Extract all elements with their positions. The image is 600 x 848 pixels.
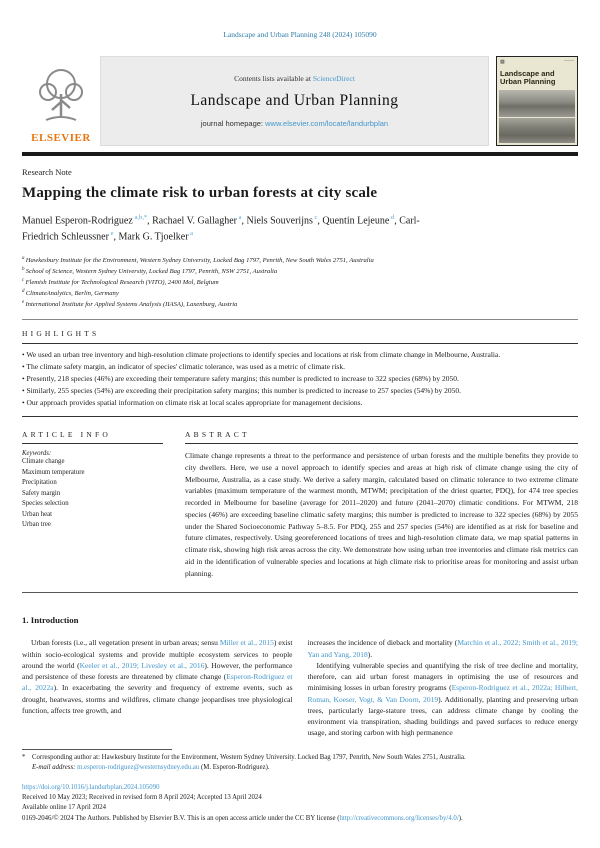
contents-line: Contents lists available at ScienceDirect	[234, 74, 355, 83]
abstract-text: Climate change represents a threat to the performance and persistence of urban forests and the multiple benefits they provide to city dwellers. Here, we use a novel approach to identify species and areas at high risk of climate change using the city of Melbourne, Australia, as a case study. We derive a safety margin, calculated based on climatic tolerance to two extreme climate variables (maximum temperature of the warmest month, MTWM; precipitation of the driest quarter, PDQ), for 474 tree species recorded in Melbourne for baseline (average for 2011–2020) and future (2041–2070) climatic conditions. For MTWM, 218 species (46%) are exceeding baseline climatic safety margins; this number is predicted to increase to 322 species (68%) by 2055 under the Shared Socioeconomic Pathway 5–8.5. For PDQ, 255 and 257 species (54%) are identified as at risk for baseline and future climates, respectively. Using georeferenced locations of trees and high-resolution climate data, we map spatial patterns in climate risk, showing high risk areas across the city. We demonstrate how using urban tree inventories and climate risk metrics can aid in the identification of vulnerable species and locations at high climate risk to prioritise areas for monitoring and assist urban planning.	[185, 451, 578, 578]
elsevier-wordmark: ELSEVIER	[31, 132, 91, 144]
citation-link[interactable]: Esperon-Rodriguez et al., 2022a	[22, 672, 293, 693]
journal-cover-thumbnail[interactable]: ▩ —— Landscape and Urban Planning	[496, 56, 578, 146]
homepage-line: journal homepage: www.elsevier.com/locate/landurbplan	[200, 119, 389, 128]
publication-metadata	[22, 783, 578, 824]
left-column	[22, 637, 293, 738]
introduction-heading: 1. Introduction	[22, 615, 79, 626]
journal-homepage-link[interactable]: www.elsevier.com/locate/landurbplan	[265, 119, 389, 128]
highlight-item: • The climate safety margin, an indicator of species' climatic tolerance, was used as a metric of climate risk.	[22, 361, 578, 373]
divider	[22, 592, 578, 593]
author-affiliation-sup: c	[312, 214, 318, 221]
intro-paragraph: increases the incidence of dieback and mortality (Marchin et al., 2022; Smith et al., 2019; Yan and Yang, 2018).	[307, 638, 578, 659]
cover-title: Landscape and Urban Planning	[500, 68, 556, 87]
affiliation-line: $^a$ Hawkesbury Institute for the Environment, Western Sydney University, Locked Bag 1797, Penrith, New South Wales 2751, Australia	[22, 255, 374, 264]
keyword-item: Urban heat	[22, 510, 53, 518]
author-name: Carl-Friedrich Schleussner	[22, 215, 420, 243]
sciencedirect-link[interactable]: ScienceDirect	[312, 74, 355, 83]
affiliation-list	[22, 255, 578, 310]
elsevier-tree-icon	[34, 64, 88, 131]
elsevier-logo	[22, 56, 100, 146]
body-columns	[22, 637, 578, 738]
footnote-divider	[22, 749, 172, 750]
affiliation-line: $^d$ ClimateAnalytics, Berlin, Germany	[22, 288, 119, 298]
intro-paragraph: Identifying vulnerable species and quantifying the risk of tree decline and mortality, therefore, can aid urban forest managers in optimising the use of resources and minimising losses in urban forestry programs (Esperon-Rodriguez et al., 2022a; Hilbert, Roman, Koeser, Vogt, & Van Doorn, 2019). Additionally, planting and preserving urban trees, particularly large-stature trees, can address climate change by cooling the environment via transpiration, shading buildings and paved surfaces to reduce energy usage, and storing carbon with high permanence	[307, 660, 579, 738]
author-name: Rachael V. Gallagher	[152, 215, 237, 227]
keyword-item: Safety margin	[22, 489, 61, 497]
highlight-item: • Our approach provides spatial information on climate risk at local scales appropriate for management decisions.	[22, 397, 578, 409]
keyword-item: Maximum temperature	[22, 468, 85, 476]
info-abstract-section	[22, 430, 578, 579]
affiliation-line: $^c$ Flemish Institute for Technological Research (VITO), 2400 Mol, Belgium	[22, 277, 219, 286]
article-title: Mapping the climate risk to urban forests at city scale	[22, 185, 378, 201]
affiliation-line: $^b$ School of Science, Western Sydney University, Locked Bag 1797, Penrith, NSW 2751, Australia	[22, 266, 278, 275]
highlight-item: • We used an urban tree inventory and high-resolution climate projections to identify species and locations at risk from climate change in Melbourne, Australia.	[22, 349, 578, 361]
keyword-item: Climate change	[22, 458, 65, 466]
copyright-line: 0169-2046/© 2024 The Authors. Published by Elsevier B.V. This is an open access article under the CC BY license (http://creativecommons.org/licenses/by/4.0/).	[22, 814, 463, 822]
keyword-item: Precipitation	[22, 479, 57, 487]
affiliation-line: $^e$ International Institute for Applied Systems Analysis (IIASA), Laxenburg, Austria	[22, 299, 238, 309]
author-list: Manuel Esperon-Rodriguez $^{a,b,*}$, Rachael V. Gallagher $^a$, Niels Souverijns $^c$, Quentin Lejeune $^d$, Carl-Friedrich Schleussner $^e$, Mark G. Tjoelker $^a$	[22, 214, 420, 243]
citation-link[interactable]: Miller et al., 2015	[219, 638, 274, 648]
right-column	[308, 637, 579, 738]
available-online: Available online 17 April 2024	[22, 804, 107, 812]
author-name: Quentin Lejeune	[322, 215, 390, 227]
journal-banner	[100, 56, 489, 146]
author-affiliation-sup: e	[108, 230, 114, 238]
header-divider-bar	[22, 152, 578, 156]
article-info-column	[22, 430, 185, 579]
abstract-column	[185, 430, 578, 579]
intro-paragraph: Urban forests (i.e., all vegetation present in urban areas; sensu Miller et al., 2015) exist within socio-ecological systems and provide multiple ecosystem services to people around the world (Keeler et al., 2019; Livesley et al., 2016). However, the performance and persistence of these forests are threatened by climate change (Esperon-Rodriguez et al., 2022a). In exacerbating the severity and frequency of extreme events, such as drought, heatwaves, storms and wildfires, climate change jeopardises tree physiological function, affects tree growth, and	[22, 638, 293, 715]
highlights-list	[22, 349, 578, 409]
author-name: Manuel Esperon-Rodriguez	[22, 215, 133, 227]
author-affiliation-sup: d	[389, 214, 395, 221]
keywords-label: Keywords:	[22, 450, 52, 458]
citation-link[interactable]: Esperon-Rodriguez et al., 2022a; Hilbert, Roman, Koeser, Vogt, & Van Doorn, 2019	[307, 683, 578, 704]
article-type-label: Research Note	[22, 167, 72, 177]
author-affiliation-sup: a,b,*	[132, 214, 148, 221]
email-label: E-mail address:	[32, 763, 76, 771]
author-affiliation-sup: a	[188, 230, 194, 238]
highlight-item: • Presently, 218 species (46%) are exceeding their temperature safety margins; this number is predicted to increase to 322 species (68%) by 2050.	[22, 373, 578, 385]
journal-title: Landscape and Urban Planning	[190, 92, 399, 109]
keyword-item: Species selection	[22, 500, 69, 508]
corresponding-author-note: * Corresponding author at: Hawkesbury Institute for the Environment, Western Sydney University. Locked Bag 1797, Penrith, New South Wales 2751, Australia. E-mail address: m.esperon-rodriguez@westernsydney.edu.au (M. Esperon-Rodriguez).	[22, 753, 466, 771]
highlights-heading: HIGHLIGHTS	[22, 329, 100, 339]
keywords-list	[22, 457, 163, 531]
author-name: Niels Souverijns	[246, 215, 313, 227]
highlights-section	[22, 329, 578, 417]
citation-link[interactable]: Keeler et al., 2019; Livesley et al., 2016	[79, 660, 205, 670]
doi-link[interactable]: https://doi.org/10.1016/j.landurbplan.2024.105090	[22, 784, 160, 792]
article-info-heading: ARTICLE INFO	[22, 430, 111, 440]
author-name: Mark G. Tjoelker	[118, 231, 189, 243]
highlight-item: • Similarly, 255 species (54%) are exceeding their precipitation safety margins; this number is predicted to increase to 257 species (54%) by 2050.	[22, 385, 578, 397]
journal-header	[22, 56, 578, 146]
abstract-heading: ABSTRACT	[185, 430, 250, 440]
citation-link[interactable]: Marchin et al., 2022; Smith et al., 2019; Yan and Yang, 2018	[307, 638, 578, 659]
journal-reference: Landscape and Urban Planning 248 (2024) 105090	[223, 30, 377, 39]
cover-photo-road	[499, 118, 575, 143]
keyword-item: Urban tree	[22, 521, 51, 529]
email-link[interactable]: m.esperon-rodriguez@westernsydney.edu.au	[77, 763, 200, 771]
received-dates: Received 10 May 2023; Received in revised form 8 April 2024; Accepted 13 April 2024	[22, 794, 262, 802]
cover-logo-mark: ▩	[500, 60, 505, 65]
author-affiliation-sup: a	[236, 214, 242, 221]
divider	[22, 319, 578, 320]
cover-photo-trees	[499, 90, 575, 117]
license-link[interactable]: http://creativecommons.org/licenses/by/4.0/	[339, 814, 459, 822]
